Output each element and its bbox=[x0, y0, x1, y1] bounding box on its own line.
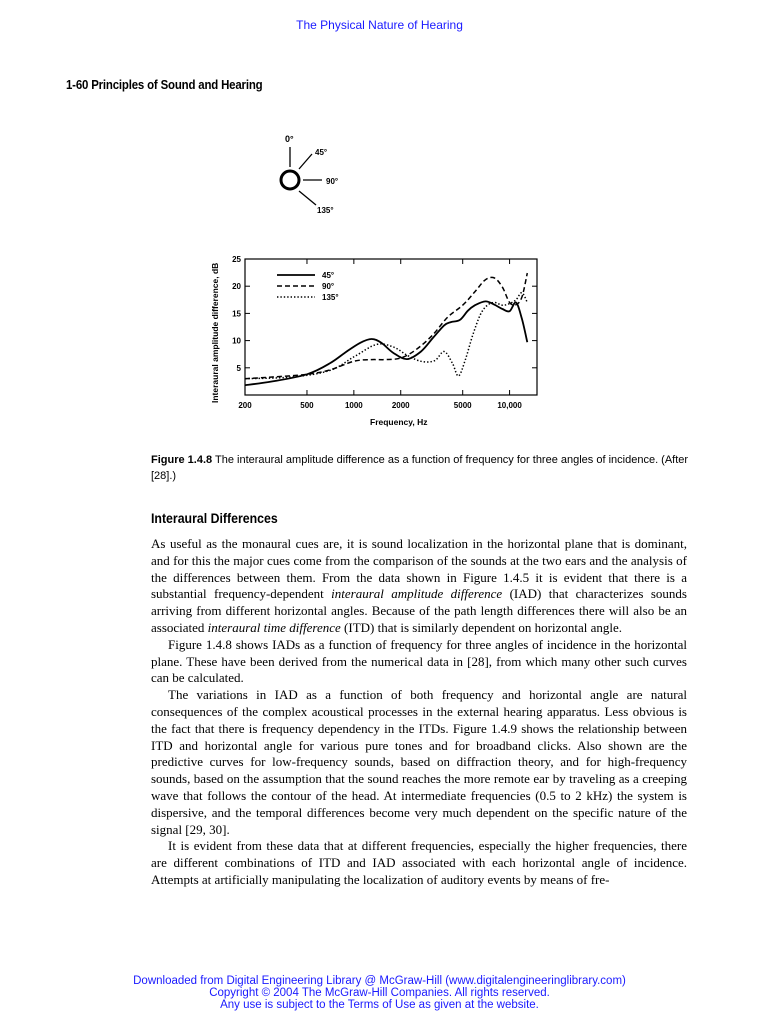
series-group bbox=[245, 273, 527, 385]
angle-line-45 bbox=[299, 154, 312, 169]
paragraph-text: Figure 1.4.8 shows IADs as a function of frequency for three angles of incidence in the horizontal plane. These have been derived from the numerical data in [28], from which many other such curves can be calculated. bbox=[151, 636, 687, 686]
legend bbox=[277, 271, 339, 302]
angle-line-135 bbox=[299, 191, 316, 205]
legend-label-45: 45° bbox=[322, 271, 335, 280]
x-tick-label: 2000 bbox=[391, 401, 410, 410]
paragraph bbox=[151, 536, 687, 637]
figure-1-4-8 bbox=[195, 120, 565, 430]
y-tick-label: 5 bbox=[236, 363, 241, 373]
angle-label-90: 90° bbox=[326, 177, 339, 186]
paragraph bbox=[151, 838, 687, 888]
angle-label-45: 45° bbox=[315, 148, 328, 157]
caption-label: Figure 1.4.8 bbox=[151, 454, 213, 466]
paragraph-text: (ITD) that is similarly dependent on horizontal angle. bbox=[340, 619, 623, 635]
angle-diagram bbox=[281, 134, 338, 215]
y-tick-label: 25 bbox=[232, 255, 241, 264]
x-tick-label: 5000 bbox=[453, 401, 472, 410]
italic-term: interaural amplitude difference bbox=[331, 586, 503, 602]
angle-label-135: 135° bbox=[317, 206, 334, 215]
footer-terms-link[interactable]: Any use is subject to the Terms of Use as given at the website. bbox=[220, 999, 539, 1011]
x-tick-label: 500 bbox=[300, 401, 314, 410]
legend-label-135: 135° bbox=[322, 293, 339, 302]
series-line-dashed bbox=[245, 273, 527, 379]
y-axis-label: Interaural amplitude difference, dB bbox=[210, 262, 220, 403]
series-line-dotted bbox=[245, 293, 527, 379]
running-head: 1-60 Principles of Sound and Hearing bbox=[66, 77, 263, 92]
paragraph-text: It is evident from these data that at different frequencies, especially the higher frequencies, there are different combinations of ITD and IAD associated with each horizontal angle of incidence. Attempts at artificially manipulating the localization of auditory events by means of fre- bbox=[151, 838, 687, 887]
top-title-link[interactable]: The Physical Nature of Hearing bbox=[296, 18, 463, 32]
series-line-solid bbox=[245, 301, 527, 385]
y-tick-label: 15 bbox=[232, 309, 241, 319]
section-heading: Interaural Differences bbox=[151, 510, 278, 526]
x-tick-label: 200 bbox=[238, 401, 252, 410]
x-tick-label: 10,000 bbox=[497, 401, 522, 410]
paragraph bbox=[151, 687, 687, 838]
angle-label-0: 0° bbox=[285, 134, 294, 144]
footer-download-link[interactable]: Downloaded from Digital Engineering Library @ McGraw-Hill (www.digitalengineeringlibrary.com) bbox=[133, 975, 626, 987]
paragraph-text: As useful as the monaural cues are, it is sound localization in the horizontal plane that is dominant, and for this the major cues come from the comparison of the sounds at the two ears and the analysis of the differences between them. From the data shown in Figure 1.4.5 it is evident that there is a substantial frequency-dependent bbox=[151, 536, 687, 602]
x-tick-label: 1000 bbox=[344, 401, 363, 410]
paragraph bbox=[151, 637, 687, 687]
y-tick-label: 20 bbox=[232, 282, 241, 292]
plot-frame bbox=[245, 259, 537, 395]
italic-term: interaural time difference bbox=[207, 619, 341, 635]
head-circle bbox=[281, 171, 299, 189]
legend-label-90: 90° bbox=[322, 282, 335, 291]
paragraph-text: (IAD) that characterizes sounds arriving from different horizontal angles. Because of the path length differences there will also be an associated bbox=[151, 586, 687, 635]
footer bbox=[0, 975, 759, 1011]
footer-copyright: Copyright © 2004 The McGraw-Hill Companies. All rights reserved. bbox=[209, 987, 550, 999]
iad-chart bbox=[210, 255, 537, 427]
axis-ticks bbox=[232, 255, 537, 410]
body-text bbox=[151, 536, 687, 889]
figure-caption bbox=[151, 452, 691, 484]
y-tick-label: 10 bbox=[232, 336, 241, 346]
caption-text: The interaural amplitude difference as a function of frequency for three angles of incidence. (After [28].) bbox=[151, 454, 689, 482]
paragraph-text: The variations in IAD as a function of both frequency and horizontal angle are natural consequences of the complex acoustical processes in the external hearing apparatus. Less obvious is the fact that there is frequency dependency in the ITDs. Figure 1.4.9 shows the relationship between ITD and horizontal angle for various pure tones and for broadband clicks. Also shown are the predictive curves for low-frequency sounds, based on diffraction theory, and for high-frequency sounds, based on the assumption that the sound reaches the more remote ear by traveling as a creeping wave that follows the contour of the head. At intermediate frequencies (0.5 to 2 kHz) the system is dispersive, and the temporal differences become very much dependent on the specific nature of the signal [29, 30]. bbox=[151, 687, 687, 837]
x-axis-label: Frequency, Hz bbox=[370, 417, 428, 427]
